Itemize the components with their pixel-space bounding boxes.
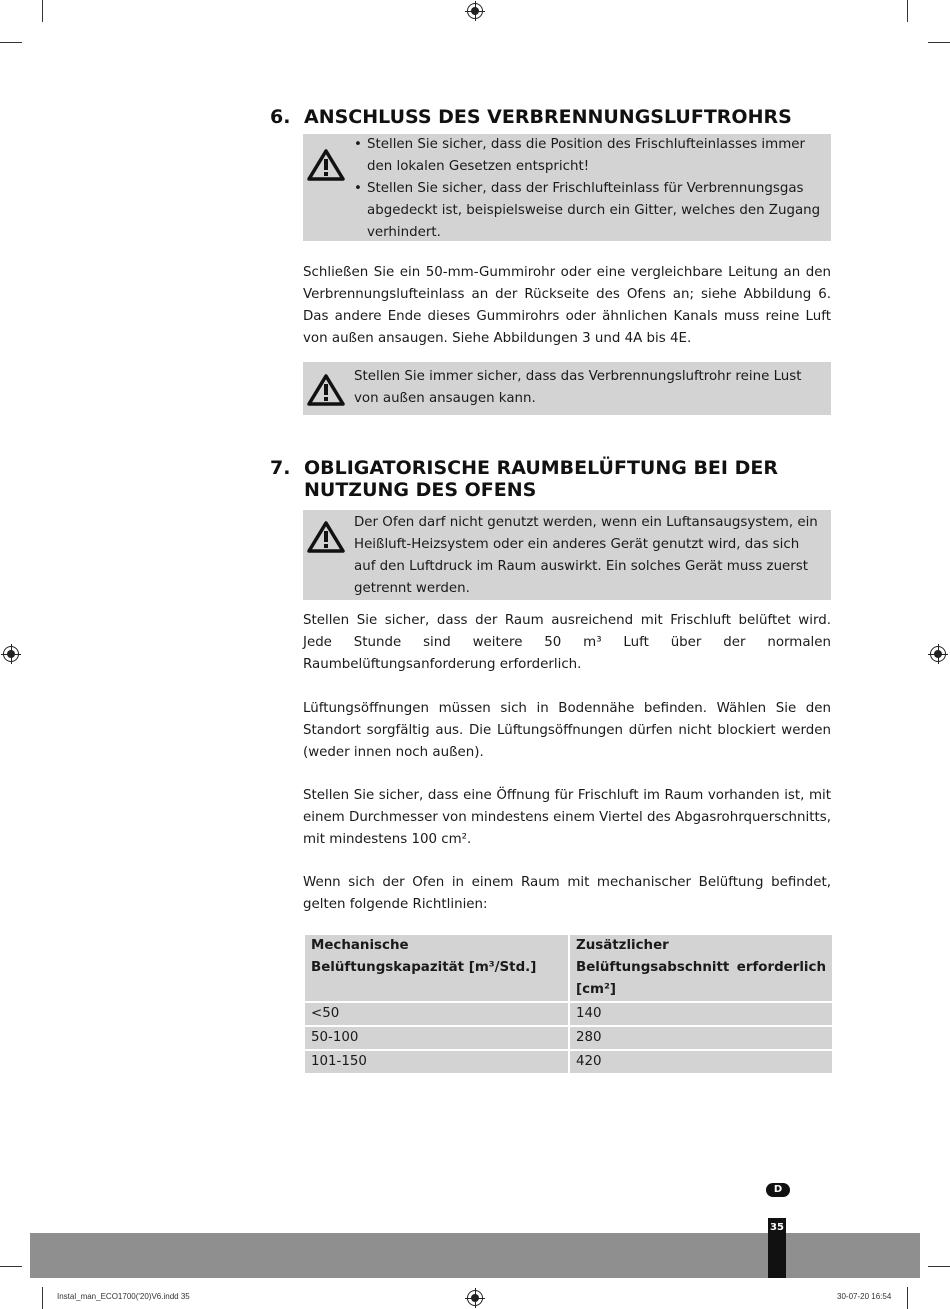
section-number: 6. bbox=[270, 106, 291, 128]
warning-triangle-icon bbox=[307, 373, 345, 407]
crop-mark bbox=[928, 1266, 950, 1267]
warning-box bbox=[303, 362, 831, 415]
table-cell: 50-100 bbox=[305, 1027, 568, 1049]
page-number: 35 bbox=[768, 1218, 786, 1278]
section-title: ANSCHLUSS DES VERBRENNUNGSLUFTROHRS bbox=[304, 106, 792, 128]
registration-mark-icon bbox=[930, 646, 946, 662]
print-slug-file: Instal_man_ECO1700('20)V6.indd 35 bbox=[57, 1292, 190, 1301]
table-cell: <50 bbox=[305, 1003, 568, 1025]
crop-mark bbox=[0, 1266, 22, 1267]
table-cell: 280 bbox=[570, 1027, 832, 1049]
warning-list-item: • Stellen Sie sicher, dass die Position des Frischlufteinlasses immer den lokalen Gesetzen entspricht! bbox=[354, 134, 821, 178]
warning-box bbox=[303, 510, 831, 600]
table-header-row bbox=[305, 935, 832, 1001]
table-cell: 140 bbox=[570, 1003, 832, 1025]
crop-mark bbox=[42, 1287, 43, 1309]
table-row bbox=[305, 1051, 832, 1073]
table-header-cell: Mechanische Belüftungskapazität [m³/Std.] bbox=[305, 935, 568, 1001]
body-paragraph: Schließen Sie ein 50-mm-Gummirohr oder eine vergleichbare Leitung an den Verbrennungslufteinlass an der Rückseite des Ofens an; siehe Abbildung 6. Das andere Ende dieses Gummirohrs oder ähnlichen Kanals muss reine Luft von außen ansaugen. Siehe Abbildungen 3 und 4A bis 4E. bbox=[303, 265, 831, 346]
table-cell: 101-150 bbox=[305, 1051, 568, 1073]
warning-list-item: • Stellen Sie sicher, dass der Frischlufteinlass für Verbrennungsgas abgedeckt ist, beispielsweise durch ein Gitter, welches den Zugang verhindert. bbox=[354, 178, 821, 244]
warning-triangle-icon bbox=[307, 520, 345, 554]
table-row bbox=[305, 1027, 832, 1049]
table-header-cell: Zusätzlicher Belüftungsabschnitt erforderlich [cm²] bbox=[570, 935, 832, 1001]
warning-list bbox=[354, 134, 821, 244]
ventilation-table bbox=[303, 933, 834, 1075]
section-title: OBLIGATORISCHE RAUMBELÜFTUNG BEI DER NUTZUNG DES OFENS bbox=[304, 457, 778, 501]
section-7-heading bbox=[270, 457, 835, 501]
crop-mark bbox=[907, 0, 908, 22]
print-slug-date: 30-07-20 16:54 bbox=[837, 1292, 892, 1301]
section-number: 7. bbox=[270, 457, 291, 479]
footer-bar bbox=[30, 1233, 920, 1278]
crop-mark bbox=[0, 42, 22, 43]
language-badge: D bbox=[766, 1183, 790, 1197]
crop-mark bbox=[907, 1287, 908, 1309]
warning-triangle-icon bbox=[307, 148, 345, 182]
registration-mark-icon bbox=[467, 1290, 483, 1306]
body-paragraph: Stellen Sie sicher, dass der Raum ausreichend mit Frischluft belüftet wird. Jede Stunde sind weitere 50 m³ Luft über der normalen Raumbelüftungsanforderung erforderlich. bbox=[303, 613, 831, 672]
crop-mark bbox=[928, 42, 950, 43]
registration-mark-icon bbox=[3, 646, 19, 662]
registration-mark-icon bbox=[467, 3, 483, 19]
warning-text: Der Ofen darf nicht genutzt werden, wenn ein Luftansaugsystem, ein Heißluft-Heizsystem oder ein anderes Gerät genutzt wird, das sich auf den Luftdruck im Raum auswirkt. Ein solches Gerät muss zuerst getrennt werden. bbox=[354, 515, 818, 596]
section-6-heading bbox=[270, 106, 835, 128]
body-paragraph: Lüftungsöffnungen müssen sich in Bodennähe befinden. Wählen Sie den Standort sorgfältig aus. Die Lüftungsöffnungen dürfen nicht blockiert werden (weder innen noch außen). bbox=[303, 701, 831, 760]
table-row bbox=[305, 1003, 832, 1025]
warning-text: Stellen Sie immer sicher, dass das Verbrennungsluftrohr reine Lust von außen ansaugen kann. bbox=[354, 369, 802, 406]
body-paragraph: Wenn sich der Ofen in einem Raum mit mechanischer Belüftung befindet, gelten folgende Richtlinien: bbox=[303, 875, 831, 912]
body-paragraph: Stellen Sie sicher, dass eine Öffnung für Frischluft im Raum vorhanden ist, mit einem Durchmesser von mindestens einem Viertel des Abgasrohrquerschnitts, mit mindestens 100 cm². bbox=[303, 788, 831, 847]
crop-mark bbox=[42, 0, 43, 22]
warning-box bbox=[303, 134, 831, 241]
table-cell: 420 bbox=[570, 1051, 832, 1073]
